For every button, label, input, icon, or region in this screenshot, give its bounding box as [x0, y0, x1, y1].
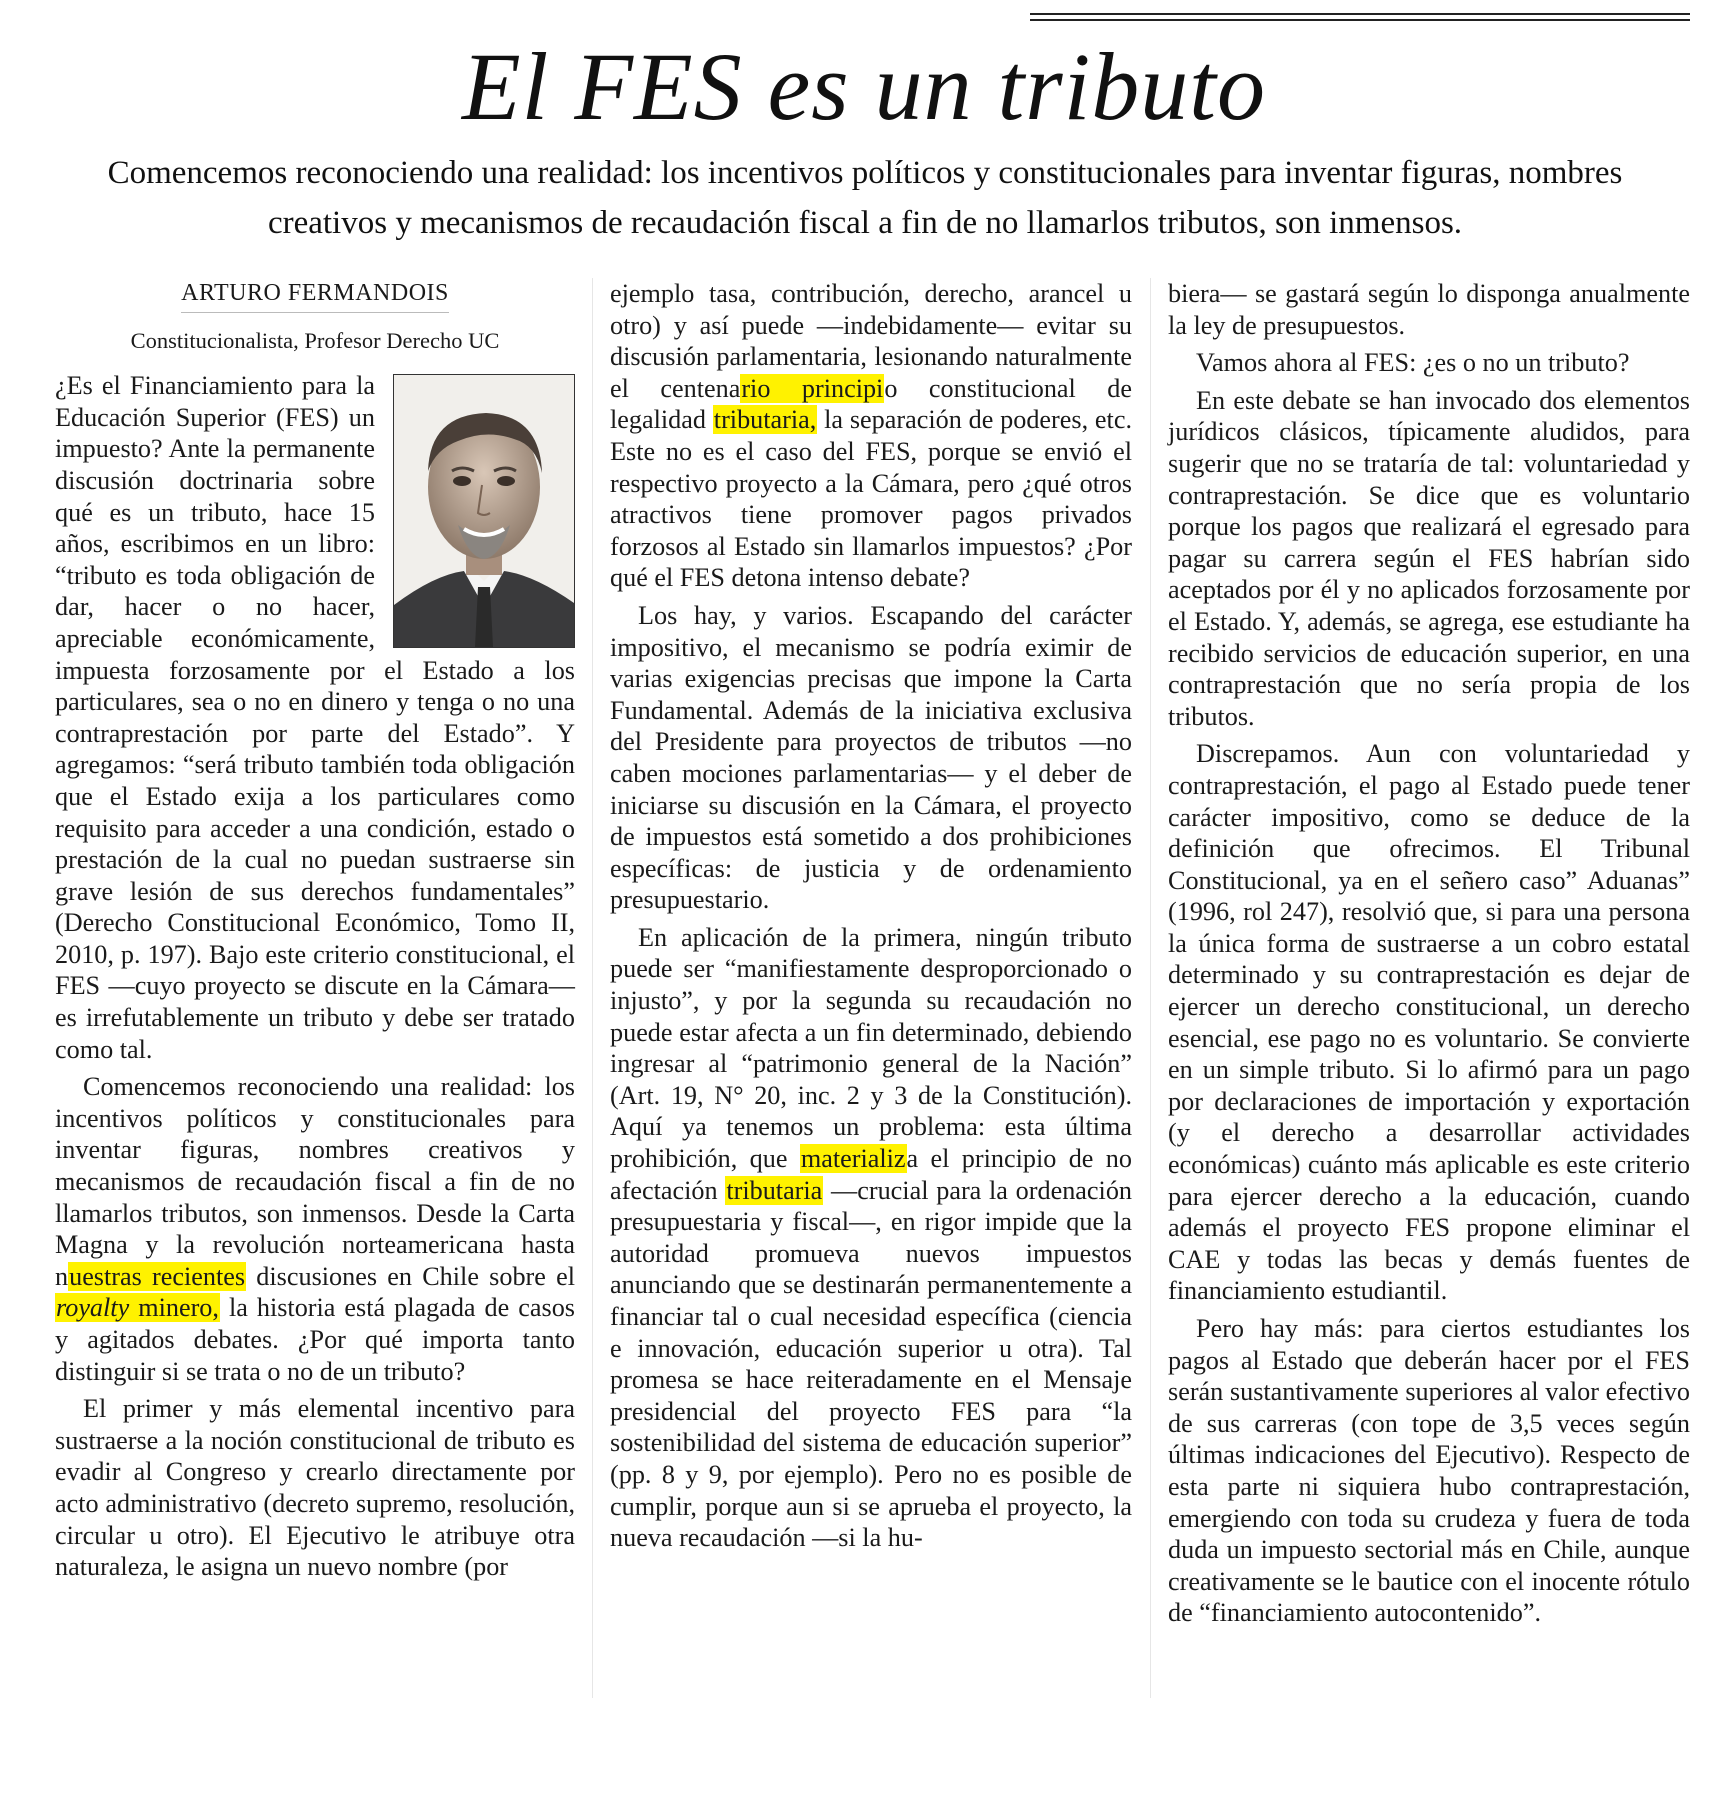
- paragraph: Discrepamos. Aun con voluntariedad y contraprestación, el pago al Estado puede tener carácter impositivo, como se deduce de la definición que ofrecimos. El Tribunal Constitucional, ya en el señero caso” Aduanas” (1996, rol 247), resolvió que, si para una persona la única forma de sustraerse a un cobro estatal determinado y su contraprestación es dejar de ejercer un derecho constitucional, un derecho esencial, ese pago no es voluntario. Se convierte en un simple tributo. Si lo afirmó para un pago por declaraciones de importación y exportación (y el derecho a desarrollar actividades económicas) cuánto más aplicable es este criterio para ejercer derecho a la educación, cuando además el proyecto FES propone eliminar el CAE y todas las becas y demás fuentes de financiamiento estudiantil.: [1168, 739, 1690, 1306]
- column-2: [610, 278, 1132, 1560]
- author-portrait-icon: [394, 375, 574, 647]
- column-divider: [1150, 278, 1151, 1698]
- paragraph: ejemplo tasa, contribución, derecho, arancel u otro) y así puede —indebidamente— evitar su discusión parlamentaria, lesionando naturalmente el centenario principio constitucional de legalidad tributaria, la separación de poderes, etc. Este no es el caso del FES, porque se envió el respectivo proyecto a la Cámara, pero ¿qué otros atractivos tiene promover pagos privados forzosos al Estado sin llamarlos impuestos? ¿Por qué el FES detona intenso debate?: [610, 279, 1132, 593]
- highlight: rio principi: [741, 373, 884, 403]
- highlight: uestras recientes: [69, 1261, 246, 1291]
- paragraph: Los hay, y varios. Escapando del carácter impositivo, el mecanismo se podría eximir de varias exigencias precisas que impone la Carta Fundamental. Además de la iniciativa exclusiva del Presidente para proyectos de tributos —no caben mociones parlamentarias— y el deber de iniciarse su discusión en la Cámara, el proyecto de impuestos está sometido a dos prohibiciones específicas: de justicia y de ordenamiento presupuestario.: [610, 600, 1132, 915]
- paragraph: [55, 370, 575, 1065]
- paragraph: El primer y más elemental incentivo para sustraerse a la noción constitucional de tributo es evadir al Congreso y crearlo directamente por acto administrativo (decreto supremo, resolución, circular u otro). El Ejecutivo le atribuye otra naturaleza, le asigna un nuevo nombre (por: [55, 1394, 575, 1582]
- highlight: tributaria: [726, 1175, 823, 1205]
- column-1: [55, 278, 575, 1589]
- author-photo: [393, 374, 575, 648]
- highlight: tributaria,: [713, 405, 817, 435]
- top-rule: [1030, 13, 1690, 25]
- paragraph: Comencemos reconociendo una realidad: los incentivos políticos y constitucionales para inventar figuras, nombres creativos y mecanismos de recaudación fiscal a fin de no llamarlos tributos, son inmensos. Desde la Carta Magna y la revolución norteamericana hasta nuestras recientes discusiones en Chile sobre el royalty minero, la historia está plagada de casos y agitados debates. ¿Por qué importa tanto distinguir si se trata o no de un tributo?: [55, 1072, 575, 1386]
- paragraph-text: ¿Es el Financiamiento para la Educación Superior (FES) un impuesto? Ante la permanente discusión doctrinaria sobre qué es un tributo, hace 15 años, escribimos en un libro: “tributo es toda obligación de dar, hacer o no hacer, apreciable económicamente, impuesta forzosamente por el Estado a los particulares, sea o no en dinero y tenga o no una contraprestación por parte del Estado”. Y agregamos: “será tributo también toda obligación que el Estado exija a los particulares como requisito para acceder a una condición, estado o prestación de la cual no puedan sustraerse sin grave lesión de sus derechos fundamentales” (Derecho Constitucional Económico, Tomo II, 2010, p. 197). Bajo este criterio constitucional, el FES —cuyo proyecto se discute en la Cámara— es irrefutablemente un tributo y debe ser tratado como tal.: [55, 371, 575, 1064]
- highlight: royalty minero,: [56, 1293, 219, 1323]
- column-3: [1168, 278, 1690, 1635]
- byline: [55, 278, 575, 356]
- column-divider: [592, 278, 593, 1698]
- paragraph: biera— se gastará según lo disponga anualmente la ley de presupuestos.: [1168, 279, 1690, 340]
- article-lead: Comencemos reconociendo una realidad: los incentivos políticos y constitucionales para inventar figuras, nombres creativos y mecanismos de recaudación fiscal a fin de no llamarlos tributos, son inmensos.: [107, 155, 1623, 241]
- paragraph: En aplicación de la primera, ningún tributo puede ser “manifiestamente desproporcionado o injusto”, y por la segunda su recaudación no puede estar afecta a un fin determinado, debiendo ingresar al “patrimonio general de la Nación” (Art. 19, N° 20, inc. 2 y 3 de la Constitución). Aquí ya tenemos un problema: esta última prohibición, que materializa el principio de no afectación tributaria —crucial para la ordenación presupuestaria y fiscal—, en rigor impide que la autoridad promueva nuevos impuestos anunciando que se destinarán permanentemente a financiar tal o cual necesidad específica (ciencia e innovación, educación superior u otra). Tal promesa se hace reiteradamente en el Mensaje presidencial del proyecto FES para “la sostenibilidad del sistema de educación superior” (pp. 8 y 9, por ejemplo). Pero no es posible de cumplir, porque aun si se aprueba el proyecto, la nueva recaudación —si la hu-: [610, 922, 1133, 1553]
- paragraph: En este debate se han invocado dos elementos jurídicos clásicos, típicamente aludidos, para sugerir que no se trataría de tal: voluntariedad y contraprestación. Se dice que es voluntario porque los pagos que realizará el egresado para pagar su carrera según el FES habrían sido aceptados por él y no aplicados forzosamente por el Estado. Y, además, se agrega, ese estudiante ha recibido servicios de educación superior, en una contraprestación que no sería propia de los tributos.: [1168, 385, 1690, 731]
- author-name: ARTURO FERMANDOIS: [181, 278, 449, 313]
- highlight: materializ: [800, 1144, 906, 1174]
- author-role: Constitucionalista, Profesor Derecho UC: [130, 327, 500, 353]
- article-title: El FES es un tributo: [462, 33, 1266, 140]
- paragraph: Pero hay más: para ciertos estudiantes los pagos al Estado que deberán hacer por el FES serán sustantivamente superiores al valor efectivo de sus carreras (con tope de 3,5 veces según últimas indicaciones del Ejecutivo). Respecto de esta parte ni siquiera hubo contraprestación, emergiendo con toda su crudeza y fuera de toda duda un impuesto sectorial más en Chile, aunque creativamente se le bautice con el inocente rótulo de “financiamiento autocontenido”.: [1168, 1314, 1690, 1628]
- paragraph: Vamos ahora al FES: ¿es o no un tributo?: [1196, 348, 1630, 378]
